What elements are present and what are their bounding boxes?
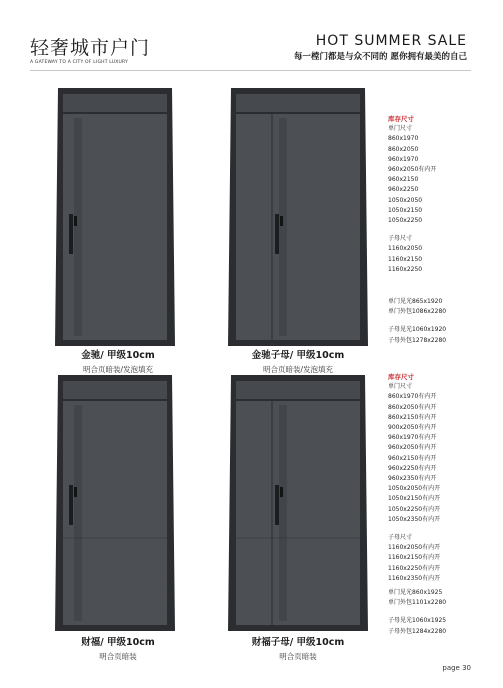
product-caption-jinchi-pair [218, 347, 378, 375]
product-name: 财福/ 甲级10cm [81, 637, 155, 648]
page-number: page 30 [442, 664, 471, 672]
spec-label: 单门尺寸 [388, 125, 413, 133]
size-item: 900x2050有内开 [388, 424, 437, 432]
size-item: 1050x2250有内开 [388, 505, 441, 513]
note-item: 单门见光865x1920 [388, 298, 443, 306]
size-item: 1160x2150有内开 [388, 554, 441, 562]
size-item: 1050x2050有内开 [388, 485, 441, 493]
spec-label: 子母尺寸 [388, 235, 413, 243]
size-item: 1160x2150 [388, 255, 423, 263]
product-name: 金驰子母/ 甲级10cm [251, 350, 345, 361]
size-item: 960x2050有内开 [388, 166, 437, 174]
door-image-caifu-pair [228, 375, 368, 631]
product-caption-caifu [38, 634, 198, 662]
door-image-jinchi-pair [228, 88, 368, 346]
door-image-caifu [55, 375, 175, 631]
size-item: 1050x2050 [388, 196, 423, 204]
size-item: 1050x2250 [388, 217, 423, 225]
size-item: 1160x2050有内开 [388, 544, 441, 552]
product-desc: 明合页暗装/发泡填充 [82, 365, 154, 374]
size-item: 960x1970 [388, 155, 419, 163]
size-item: 1050x2150 [388, 206, 423, 214]
size-item: 960x2250有内开 [388, 464, 437, 472]
brand-subtitle: A GATEWAY TO A CITY OF LIGHT LUXURY [30, 60, 129, 65]
note-item: 单门外包1086x2280 [388, 308, 447, 316]
door-image-jinchi [55, 88, 175, 346]
note-item: 子母外包1284x2280 [388, 627, 447, 635]
product-name: 财福子母/ 甲级10cm [251, 637, 345, 648]
note-item: 单门见光860x1925 [388, 589, 443, 597]
spec-list-top [388, 114, 446, 346]
size-item: 860x2050有内开 [388, 403, 437, 411]
size-item: 960x2150有内开 [388, 454, 437, 462]
slogan: 每一樘门都是与众不同的 愿你拥有最美的自己 [294, 52, 467, 62]
spec-label: 单门尺寸 [388, 383, 413, 391]
product-caption-jinchi [38, 347, 198, 375]
spec-heading: 库存尺寸 [388, 373, 414, 381]
size-item: 960x2350有内开 [388, 475, 437, 483]
size-item: 860x1970 [388, 135, 419, 143]
size-item: 1160x2250有内开 [388, 564, 441, 572]
size-item: 960x2150 [388, 176, 419, 184]
size-item: 1050x2350有内开 [388, 515, 441, 523]
size-item: 1160x2050 [388, 245, 423, 253]
size-item: 960x2250 [388, 186, 419, 194]
product-desc: 明合页暗装/发泡填充 [262, 365, 334, 374]
size-item: 960x1970有内开 [388, 434, 437, 442]
brand-title: 轻奢城市户门 [30, 37, 151, 59]
note-item: 子母外包1278x2280 [388, 336, 447, 344]
product-caption-caifu-pair [218, 634, 378, 662]
size-item: 860x1970有内开 [388, 393, 437, 401]
size-item: 1160x2350有内开 [388, 574, 441, 582]
size-item: 860x2050 [388, 145, 419, 153]
spec-label: 子母尺寸 [388, 534, 413, 542]
product-name: 金驰/ 甲级10cm [81, 350, 155, 361]
spec-list-bottom [388, 372, 446, 637]
note-item: 子母见光1060x1920 [388, 326, 447, 334]
note-item: 单门外包1101x2280 [388, 599, 447, 607]
spec-heading: 库存尺寸 [388, 115, 414, 123]
product-desc: 明合页暗装 [99, 652, 137, 661]
size-item: 1160x2250 [388, 265, 423, 273]
product-desc: 明合页暗装 [279, 652, 317, 661]
header-divider [30, 70, 471, 71]
sale-title: HOT SUMMER SALE [315, 33, 467, 49]
size-item: 860x2150有内开 [388, 413, 437, 421]
note-item: 子母见光1060x1925 [388, 617, 447, 625]
size-item: 960x2050有内开 [388, 444, 437, 452]
size-item: 1050x2150有内开 [388, 495, 441, 503]
